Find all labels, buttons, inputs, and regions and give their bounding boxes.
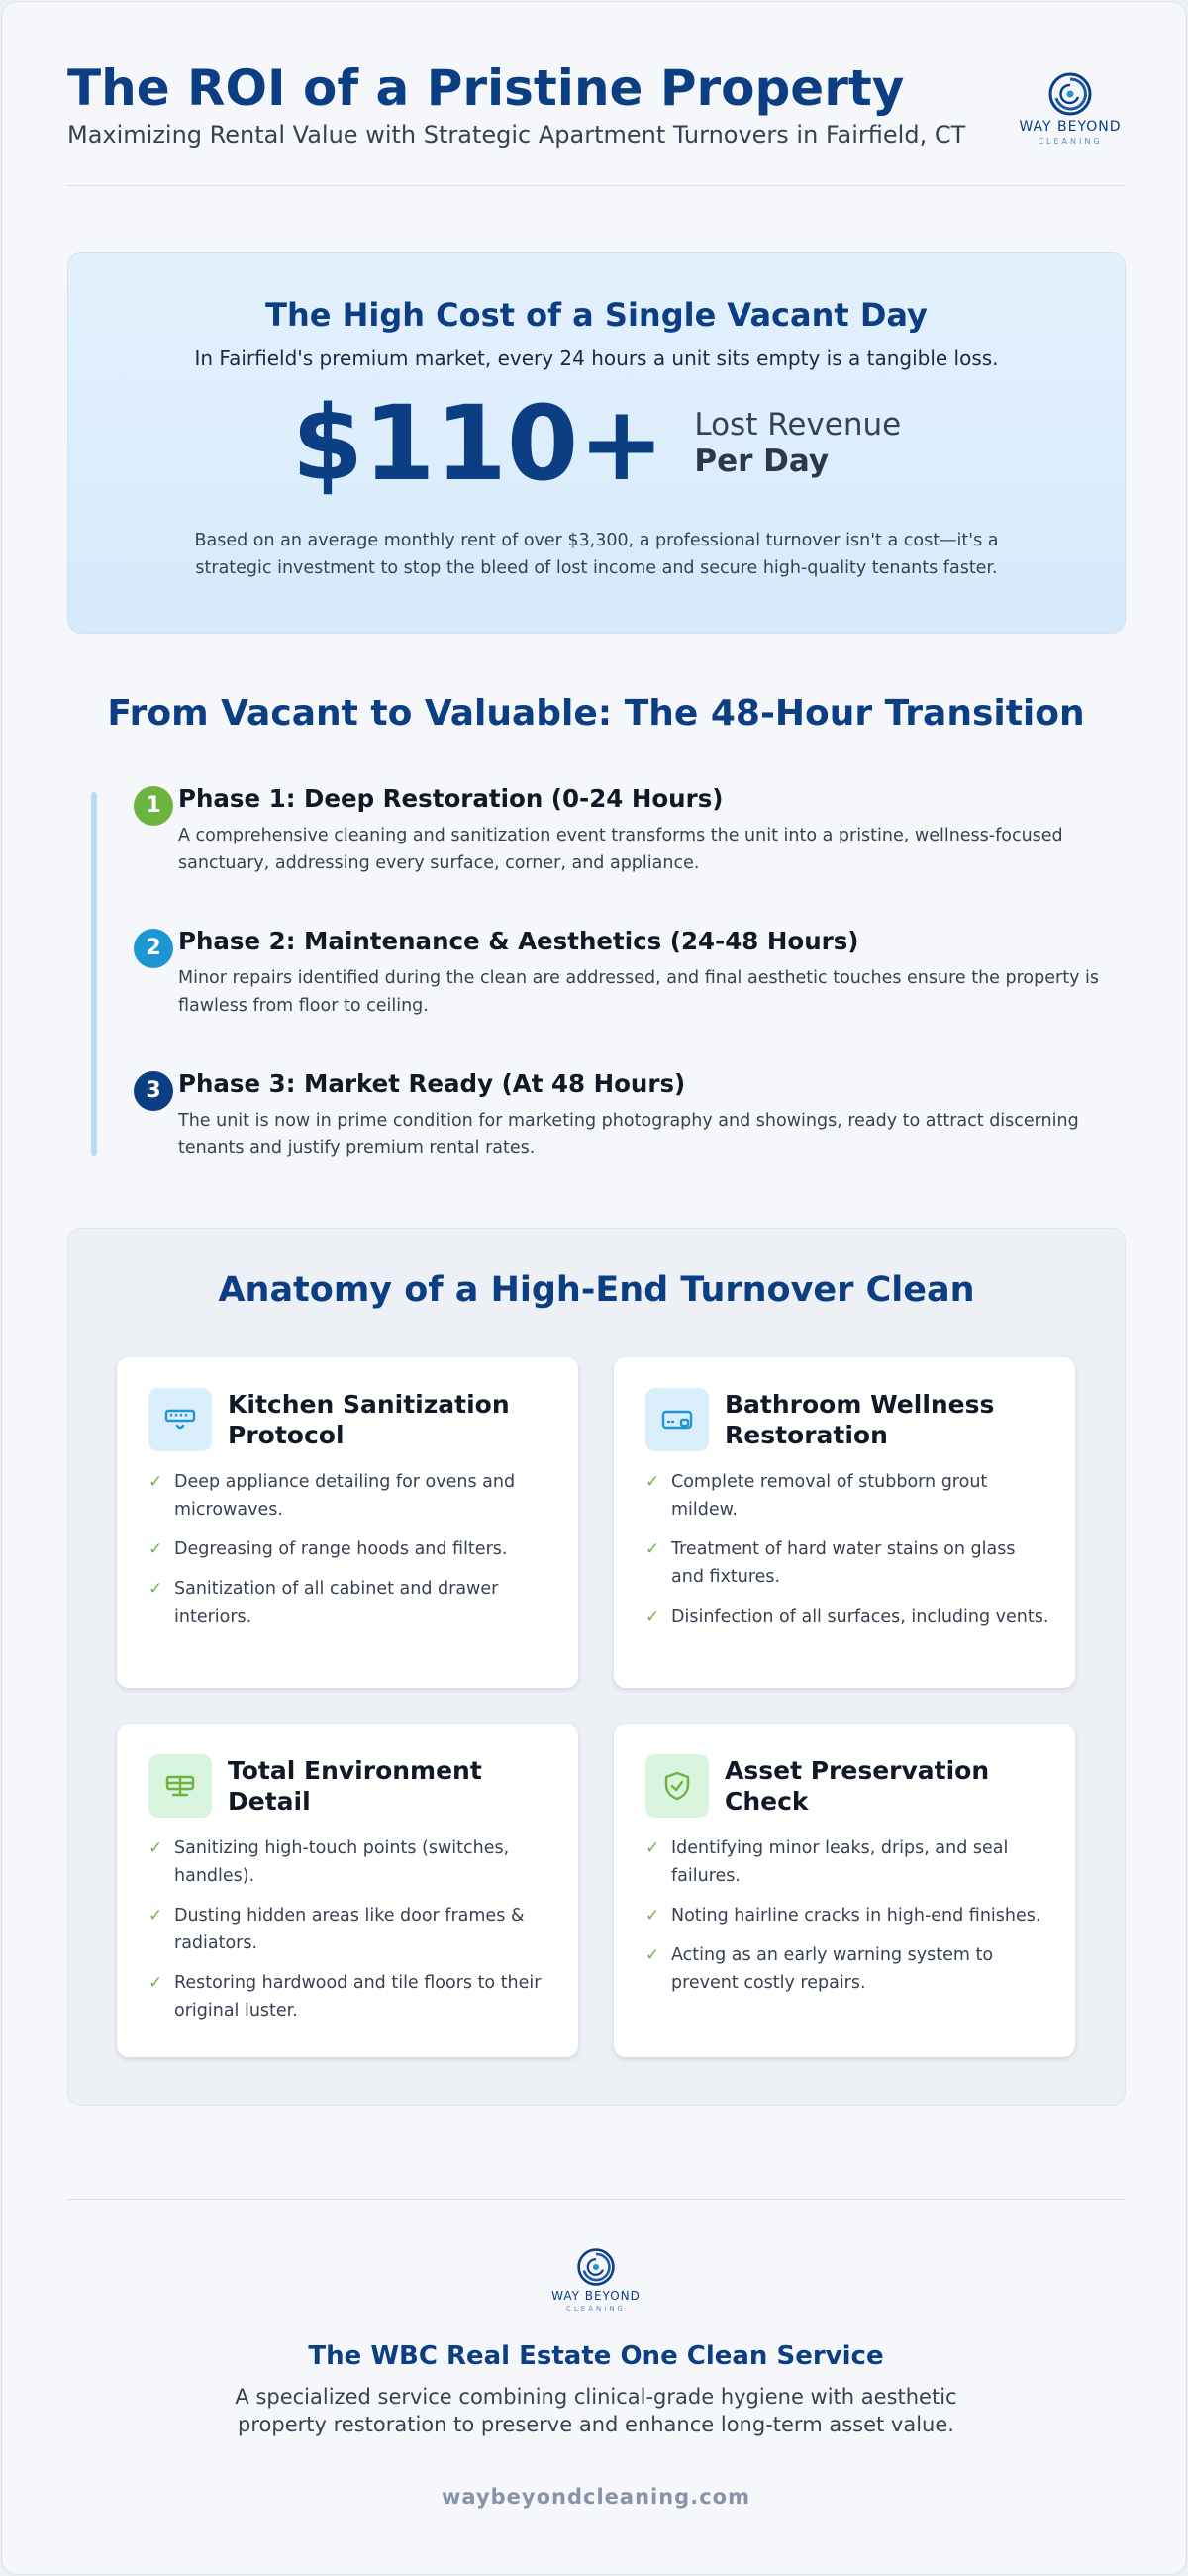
vacancy-cost-panel (67, 252, 1126, 634)
lost-revenue-figure: $110+ (291, 383, 665, 504)
card-kitchen-sanitization (117, 1357, 578, 1688)
hero-lead: In Fairfield's premium market, every 24 hours a unit sits empty is a tangible loss. (194, 347, 999, 370)
swirl-logo-icon (576, 2247, 616, 2287)
phase-title: Phase 3: Market Ready (At 48 Hours) (178, 1069, 686, 1098)
checklist-item-text: Acting as an early warning system to prevent costly repairs. (671, 1945, 994, 1993)
check-icon: ✓ (645, 1607, 660, 1627)
card-checklist (645, 1468, 1051, 1642)
card-checklist (148, 1834, 554, 2036)
check-icon: ✓ (645, 1539, 660, 1559)
checklist-item-text: Restoring hardwood and tile floors to their original luster. (174, 1973, 542, 2021)
checklist-item-text: Sanitizing high-touch points (switches, handles). (174, 1838, 510, 1886)
check-icon: ✓ (645, 1945, 660, 1965)
card-title: Bathroom Wellness Restoration (725, 1390, 995, 1449)
checklist-item (645, 1834, 1051, 1890)
lost-revenue-stat (68, 383, 1125, 504)
shield-check-icon (645, 1754, 709, 1818)
checklist-item-text: Complete removal of stubborn grout mildew. (671, 1472, 988, 1520)
card-asset-preservation (614, 1724, 1075, 2057)
header-divider (67, 185, 1124, 186)
phase-number-badge: 2 (134, 929, 173, 968)
anatomy-panel (67, 1228, 1126, 2106)
card-total-environment (117, 1724, 578, 2057)
hero-title: The High Cost of a Single Vacant Day (265, 296, 928, 334)
oven-icon (148, 1388, 212, 1451)
card-checklist (645, 1834, 1051, 2009)
check-icon: ✓ (148, 1472, 163, 1492)
bathtub-icon (645, 1388, 709, 1451)
page-subtitle: Maximizing Rental Value with Strategic Apartment Turnovers in Fairfield, CT (67, 121, 966, 149)
card-checklist (148, 1468, 554, 1642)
card-bathroom-wellness (614, 1357, 1075, 1688)
checklist-item (645, 1603, 1051, 1631)
checklist-item-text: Noting hairline cracks in high-end finishes. (671, 1906, 1041, 1926)
page-title: The ROI of a Pristine Property (67, 59, 905, 117)
checklist-item-text: Identifying minor leaks, drips, and seal failures. (671, 1838, 1009, 1886)
lost-revenue-label-line1: Lost Revenue (694, 406, 902, 443)
hero-note: Based on an average monthly rent of over $3,300, a professional turnover isn't a cost—it's a strategic investment to stop the bleed of lost income and secure high-quality tenants faster. (194, 531, 999, 578)
phase-title: Phase 2: Maintenance & Aesthetics (24-48 Hours) (178, 927, 859, 955)
logo-wordmark: WAY BEYOND (1019, 119, 1122, 135)
check-icon: ✓ (148, 1906, 163, 1926)
footer-description: A specialized service combining clinical-grade hygiene with aesthetic property restoration to preserve and enhance long-term asset value. (235, 2385, 957, 2436)
phase-number-badge: 3 (134, 1071, 173, 1111)
checklist-item-text: Treatment of hard water stains on glass and fixtures. (671, 1539, 1016, 1587)
website-link[interactable]: waybeyondcleaning.com (442, 2485, 750, 2509)
anatomy-title: Anatomy of a High-End Turnover Clean (218, 1270, 975, 1310)
swirl-logo-icon (1047, 71, 1093, 117)
logo-tagline: CLEANING (1038, 137, 1103, 146)
timeline-title: From Vacant to Valuable: The 48-Hour Transition (107, 693, 1085, 734)
lost-revenue-label-line2: Per Day (694, 444, 830, 479)
checklist-item (645, 1536, 1051, 1591)
timeline-line (91, 792, 97, 1156)
desk-icon (148, 1754, 212, 1818)
phase-description: Minor repairs identified during the clean are addressed, and final aesthetic touches ensure the property is flawless from floor to ceiling. (178, 968, 1099, 1016)
checklist-item (148, 1969, 554, 2025)
checklist-item (148, 1575, 554, 1631)
checklist-item (148, 1902, 554, 1957)
footer-logo (542, 2247, 650, 2313)
check-icon: ✓ (645, 1838, 660, 1858)
checklist-item-text: Sanitization of all cabinet and drawer interiors. (174, 1579, 499, 1627)
infographic-page (1, 1, 1187, 2575)
checklist-item-text: Degreasing of range hoods and filters. (174, 1539, 508, 1559)
phase-title: Phase 1: Deep Restoration (0-24 Hours) (178, 784, 724, 813)
checklist-item (148, 1468, 554, 1524)
checklist-item (148, 1536, 554, 1563)
logo-wordmark: WAY BEYOND (551, 2289, 641, 2303)
checklist-item-text: Dusting hidden areas like door frames & radiators. (174, 1906, 525, 1953)
footer-title: The WBC Real Estate One Clean Service (308, 2341, 884, 2371)
card-title: Total Environment Detail (228, 1756, 482, 1816)
checklist-item-text: Disinfection of all surfaces, including vents. (671, 1607, 1049, 1627)
header-logo (1017, 71, 1124, 146)
phase-number-badge: 1 (134, 786, 173, 826)
checklist-item (645, 1941, 1051, 1997)
check-icon: ✓ (148, 1579, 163, 1599)
phase-description: A comprehensive cleaning and sanitization event transforms the unit into a pristine, wellness-focused sanctuary, addressing every surface, corner, and appliance. (178, 826, 1063, 873)
checklist-item-text: Deep appliance detailing for ovens and microwaves. (174, 1472, 516, 1520)
footer-divider (67, 2199, 1124, 2200)
check-icon: ✓ (645, 1472, 660, 1492)
card-title: Kitchen Sanitization Protocol (228, 1390, 510, 1449)
card-title: Asset Preservation Check (725, 1756, 990, 1816)
check-icon: ✓ (148, 1973, 163, 1993)
checklist-item (645, 1468, 1051, 1524)
check-icon: ✓ (148, 1838, 163, 1858)
logo-tagline: CLEANING (566, 2305, 626, 2313)
check-icon: ✓ (148, 1539, 163, 1559)
check-icon: ✓ (645, 1906, 660, 1926)
checklist-item (645, 1902, 1051, 1930)
checklist-item (148, 1834, 554, 1890)
phase-description: The unit is now in prime condition for marketing photography and showings, ready to attract discerning tenants and justify premium rental rates. (178, 1111, 1079, 1158)
lost-revenue-label (694, 407, 901, 480)
